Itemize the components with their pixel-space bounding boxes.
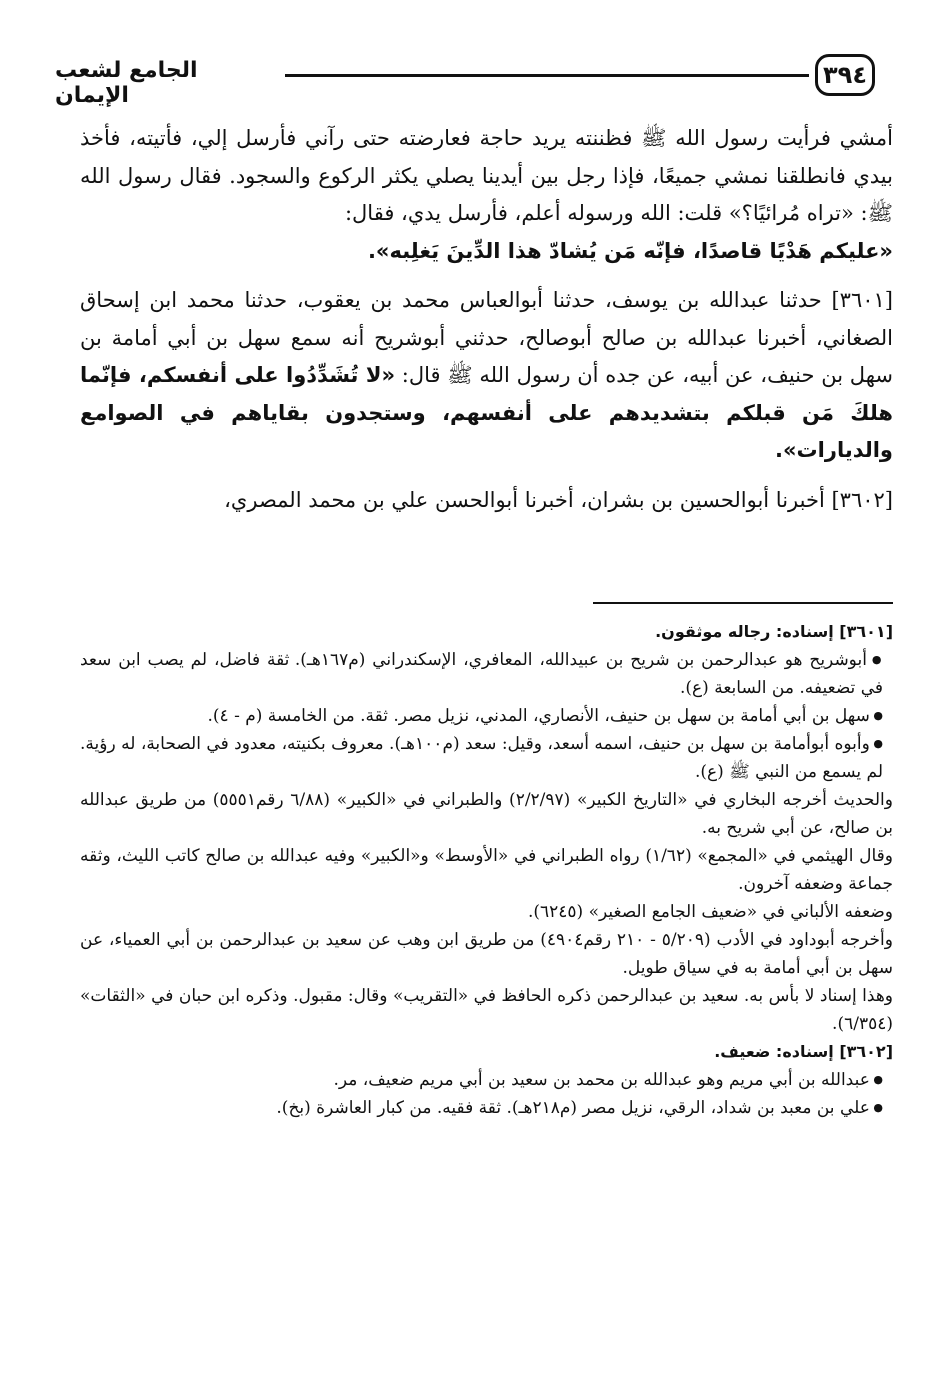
footnote-line: وهذا إسناد لا بأس به. سعيد بن عبدالرحمن ذكره الحافظ في «التقريب» وقال: مقبول. وذكره ابن حبان في «الثقات» (٦/٣٥٤). bbox=[80, 986, 893, 1034]
hadith-3601 bbox=[80, 282, 893, 470]
footnote-separator bbox=[593, 602, 893, 604]
footnote-bullet: ● عبدالله بن أبي مريم وهو عبدالله بن محمد بن سعيد بن أبي مريم ضعيف، مر. bbox=[80, 1066, 893, 1094]
header-rule bbox=[285, 74, 809, 77]
footnote-line: وقال الهيثمي في «المجمع» (١/٦٢) رواه الطبراني في «الأوسط» و«الكبير» وفيه عبدالله بن صالح كاتب الليث، وثقه جماعة وضعفه آخرون. bbox=[80, 846, 893, 894]
isnad-3601: [٣٦٠١] حدثنا عبدالله بن يوسف، حدثنا أبوالعباس محمد بن يعقوب، حدثنا محمد ابن إسحاق الصغاني، أخبرنا عبدالله بن صالح أبوصالح، حدثني أبوشريح أنه سمع سهل بن أبي أمامة بن سهل بن حنيف، عن أبيه، عن جده أن رسول الله ﷺ قال: bbox=[80, 288, 893, 387]
footnote-line: وأخرجه أبوداود في الأدب (٥/٢٠٩ - ٢١٠ رقم٤٩٠٤) من طريق ابن وهب عن سعيد بن عبدالرحمن بن أبي العمياء، عن سهل بن أبي أمامة به في سياق طويل. bbox=[80, 930, 893, 978]
footnote-bullet: ● علي بن معبد بن شداد، الرقي، نزيل مصر (م٢١٨هـ). ثقة فقيه. من كبار العاشرة (بخ). bbox=[80, 1094, 893, 1122]
footnote-line: وضعفه الألباني في «ضعيف الجامع الصغير» (٦٢٤٥). bbox=[527, 902, 893, 922]
paragraph-continuation bbox=[80, 120, 893, 270]
footnote-bullet: ● وأبوه أبوأمامة بن سهل بن حنيف، اسمه أسعد، وقيل: سعد (م١٠٠هـ). معروف بكنيته، معدود في الصحابة، له رؤية. لم يسمع من النبي ﷺ (ع). bbox=[80, 730, 893, 786]
hadith-3601-matn: «لا تُشَدِّدُوا على أنفسكم، فإنّما هلكَ مَن قبلكم بتشديدهم على أنفسهم، وستجدون بقاياهم في الصوامع والديارات». bbox=[80, 363, 893, 462]
footnote-bullet: ● أبوشريح هو عبدالرحمن بن شريح بن عبيدالله، المعافري، الإسكندراني (م١٦٧هـ). ثقة فاضل، لم يصب ابن سعد في تضعيفه. من السابعة (ع). bbox=[80, 646, 893, 702]
page-number: ٣٩٤ bbox=[815, 54, 875, 96]
hadith-3602: [٣٦٠٢] أخبرنا أبوالحسين بن بشران، أخبرنا أبوالحسن علي بن محمد المصري، bbox=[224, 487, 893, 512]
footnotes bbox=[80, 618, 893, 1122]
hadith-quote: «عليكم هَدْيًا قاصدًا، فإنّه مَن يُشادّ هذا الدِّينَ يَغلِبه». bbox=[367, 238, 893, 263]
footnote-heading: [٣٦٠٢] إسناده: ضعيف. bbox=[714, 1042, 893, 1061]
main-text bbox=[80, 120, 893, 531]
page-header bbox=[55, 52, 875, 108]
book-title: الجامع لشعب الإيمان bbox=[55, 58, 198, 108]
narration-text: أمشي فرأيت رسول الله ﷺ فظننته يريد حاجة فعارضته حتى رآني فأرسل إلي، فأتيته، فأخذ بيدي فانطلقنا نمشي جميعًا، فإذا رجل بين أيدينا يصلي يكثر الركوع والسجود. فقال رسول الله ﷺ: «تراه مُرائيًا؟» قلت: الله ورسوله أعلم، فأرسل يدي، فقال: bbox=[80, 126, 893, 225]
footnote-line: والحديث أخرجه البخاري في «التاريخ الكبير» (٢/٢/٩٧) والطبراني في «الكبير» (٦/٨٨ رقم٥٥٥١) من طريق عبدالله بن صالح، عن أبي شريح به. bbox=[80, 790, 893, 838]
footnote-bullet: ● سهل بن أبي أمامة بن سهل بن حنيف، الأنصاري، المدني، نزيل مصر. ثقة. من الخامسة (م - ٤). bbox=[80, 702, 893, 730]
footnote-heading: [٣٦٠١] إسناده: رجاله موثقون. bbox=[655, 622, 893, 641]
